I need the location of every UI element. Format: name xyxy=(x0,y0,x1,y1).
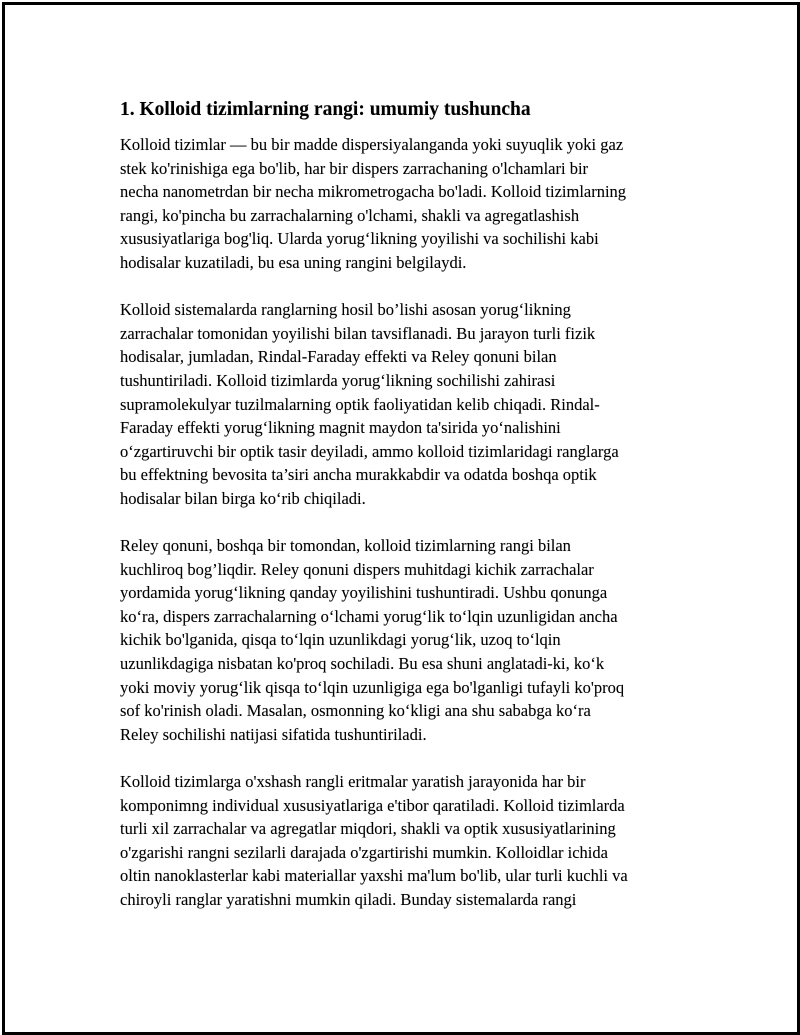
paragraph-line: rangi, ko'pincha bu zarrachalarning o'lchami, shakli va agregatlashish xyxy=(120,205,580,225)
document-body xyxy=(120,97,690,935)
paragraph-line: necha nanometrdan bir necha mikrometrogacha bo'ladi. Kolloid tizimlarning xyxy=(120,182,627,202)
paragraph-line: ko‘ra, dispers zarrachalarning o‘lchami yorug‘lik to‘lqin uzunligidan ancha xyxy=(120,606,618,626)
paragraph-line: Faraday effekti yorug‘likning magnit maydon ta'sirida yo‘nalishini xyxy=(120,418,561,438)
paragraph-line: sof ko'rinish oladi. Masalan, osmonning ko‘kligi ana shu sababga ko‘ra xyxy=(120,701,591,721)
page-frame xyxy=(2,2,800,1035)
paragraph-line: stek ko'rinishiga ega bo'lib, har bir dispers zarrachaning o'lchamlari bir xyxy=(120,158,589,178)
paragraph-3 xyxy=(120,534,690,746)
paragraph-line: yordamida yorug‘likning qanday yoyilishini tushuntiradi. Ushbu qonunga xyxy=(120,583,608,603)
paragraph-4 xyxy=(120,770,690,912)
paragraph-line: xususiyatlariga bog'liq. Ularda yorug‘likning yoyilishi va sochilishi kabi xyxy=(120,229,599,249)
paragraph-line: kichik bo'lganida, qisqa to‘lqin uzunlikdagi yorug‘lik, uzoq to‘lqin xyxy=(120,630,561,650)
paragraph-1 xyxy=(120,133,690,275)
paragraph-line: zarrachalar tomonidan yoyilishi bilan tavsiflanadi. Bu jarayon turli fizik xyxy=(120,323,596,343)
paragraph-line: yoki moviy yorug‘lik qisqa to‘lqin uzunligiga ega bo'lganligi tufayli ko'proq xyxy=(120,677,625,697)
paragraph-line: o'zgarishi rangni sezilarli darajada o'zgartirishi mumkin. Kolloidlar ichida xyxy=(120,842,608,862)
paragraph-line: Reley sochilishi natijasi sifatida tushuntiriladi. xyxy=(120,724,427,744)
paragraph-line: hodisalar bilan birga ko‘rib chiqiladi. xyxy=(120,488,366,508)
section-heading: 1. Kolloid tizimlarning rangi: umumiy tushuncha xyxy=(120,99,531,120)
paragraph-line: hodisalar kuzatiladi, bu esa uning rangini belgilaydi. xyxy=(120,252,467,272)
paragraph-line: komponimng individual xususiyatlariga e'tibor qaratiladi. Kolloid tizimlarda xyxy=(120,795,625,815)
paragraph-line: supramolekulyar tuzilmalarning optik faoliyatidan kelib chiqadi. Rindal- xyxy=(120,394,600,414)
paragraph-line: turli xil zarrachalar va agregatlar miqdori, shakli va optik xususiyatlarining xyxy=(120,819,616,839)
paragraph-line: kuchliroq bog’liqdir. Reley qonuni dispers muhitdagi kichik zarrachalar xyxy=(120,559,594,579)
paragraph-line: chiroyli ranglar yaratishni mumkin qiladi. Bunday sistemalarda rangi xyxy=(120,890,577,909)
paragraph-line: Kolloid tizimlar — bu bir madde dispersiyalanganda yoki suyuqlik yoki gaz xyxy=(120,135,624,154)
paragraph-line: o‘zgartiruvchi bir optik tasir deyiladi, ammo kolloid tizimlaridagi ranglarga xyxy=(120,441,619,461)
paragraph-line: hodisalar, jumladan, Rindal-Faraday effekti va Reley qonuni bilan xyxy=(120,347,557,367)
paragraph-line: Kolloid tizimlarga o'xshash rangli eritmalar yaratish jarayonida har bir xyxy=(120,772,586,792)
paragraph-line: uzunlikdagiga nisbatan ko'proq sochiladi. Bu esa shuni anglatadi-ki, ko‘k xyxy=(120,654,605,674)
paragraph-line: Reley qonuni, boshqa bir tomondan, kolloid tizimlarning rangi bilan xyxy=(120,536,571,556)
paragraph-line: oltin nanoklasterlar kabi materiallar yaxshi ma'lum bo'lib, ular turli kuchli va xyxy=(120,866,628,886)
paragraph-line: tushuntiriladi. Kolloid tizimlarda yorug‘likning sochilishi zahirasi xyxy=(120,370,556,390)
paragraph-line: bu effektning bevosita ta’siri ancha murakkabdir va odatda boshqa optik xyxy=(120,465,597,485)
paragraph-2 xyxy=(120,298,690,510)
paragraph-line: Kolloid sistemalarda ranglarning hosil bo’lishi asosan yorug‘likning xyxy=(120,300,571,320)
